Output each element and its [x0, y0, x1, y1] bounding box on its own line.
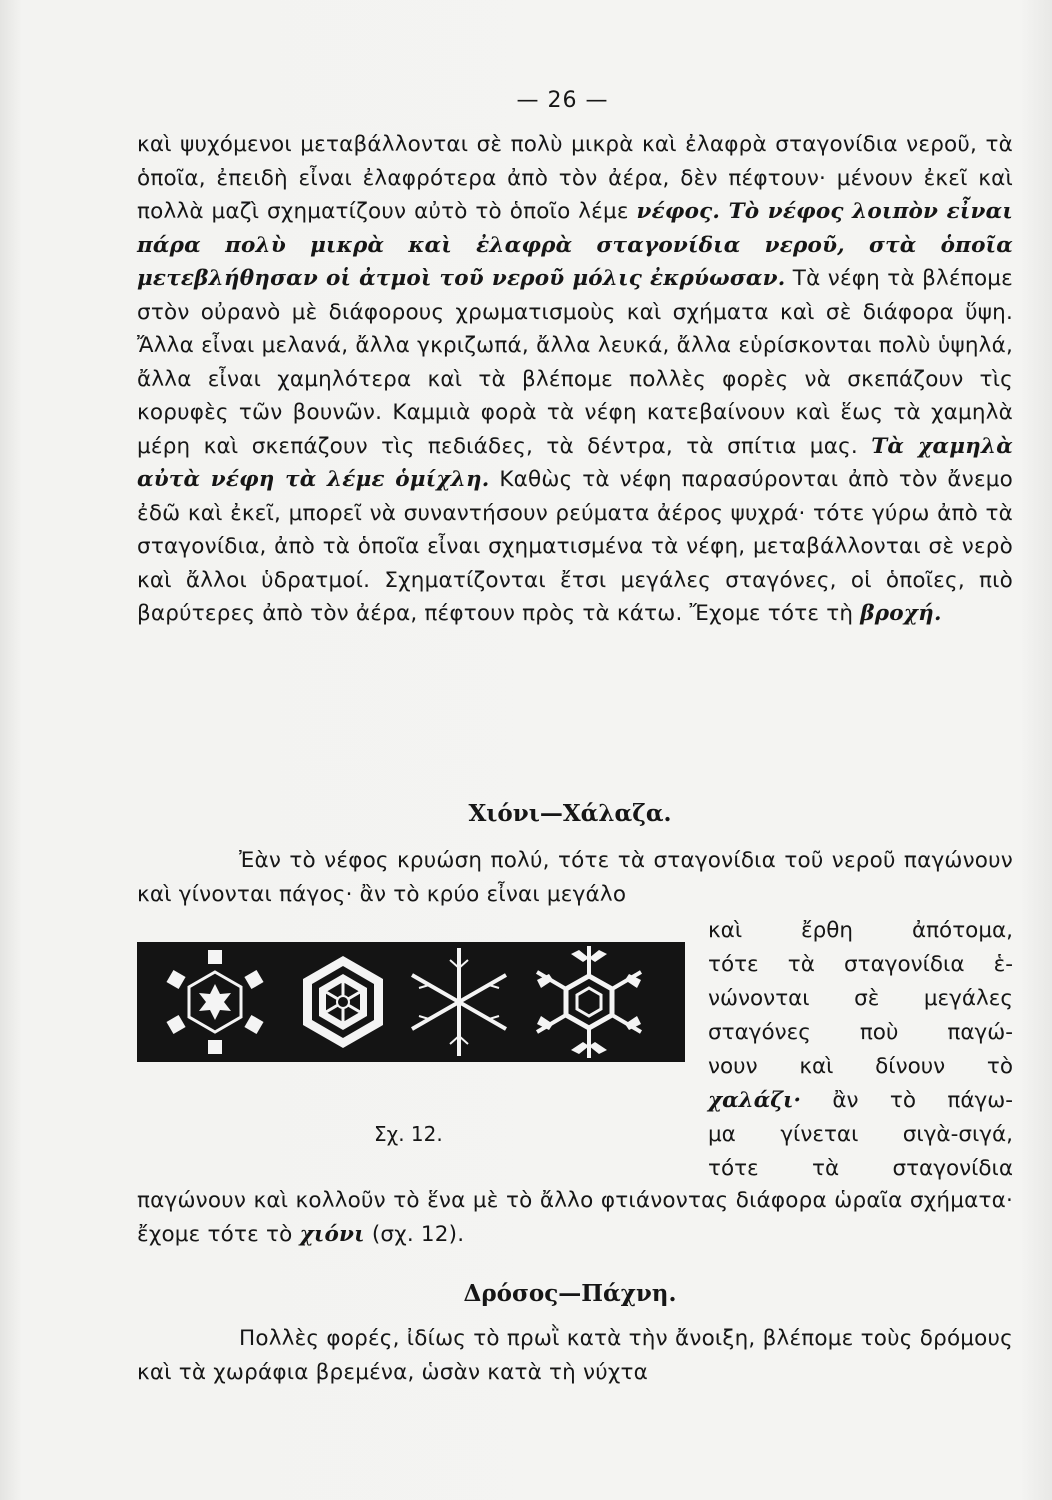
side-line-4: σταγόνες ποὺ παγώ-: [708, 1020, 1013, 1045]
figure-caption: Σχ. 12.: [374, 1122, 443, 1146]
heading-dew-frost: Δρόσος—Πάχνη.: [463, 1280, 677, 1307]
definition-fog: Τὰ χαμηλὰ αὐτὰ νέφη τὰ λέμε ὁμίχλη.: [137, 433, 1013, 492]
paragraph-hail-intro-text: Ἐὰν τὸ νέφος κρυώση πολύ, τότε τὰ σταγονίδια τοῦ νεροῦ παγώνουν καὶ γίνονται πάγος· ἂν τὸ κρύο εἶναι μεγάλο: [137, 848, 1013, 907]
side-line-2: τότε τὰ σταγονίδια ἑ-: [708, 952, 1013, 977]
side-line-6: [708, 1084, 1013, 1118]
paragraph-snow-tail-text: παγώνουν καὶ κολλοῦν τὸ ἕνα μὲ τὸ ἄλλο φτιάνοντας διάφορα ὡραῖα σχήματα· ἔχομε τότε τὸ: [137, 1188, 1013, 1247]
page-number: — 26 —: [516, 88, 609, 113]
heading-snow-hail: Χιόνι—Χάλαζα.: [468, 800, 672, 827]
side-line-7: μα γίνεται σιγὰ-σιγά,: [708, 1122, 1013, 1147]
term-rain: βροχή.: [860, 601, 942, 626]
side-line-8: τότε τὰ σταγονίδια: [708, 1156, 1013, 1181]
paragraph-clouds: [137, 128, 1013, 631]
paragraph-dew-text: Πολλὲς φορές, ἰδίως τὸ πρωῒ κατὰ τὴν ἄνοιξη, βλέπομε τοὺς δρόμους καὶ τὰ χωράφια βρεμένα, ὡσὰν κατὰ τὴ νύχτα: [137, 1326, 1013, 1385]
paragraph-clouds-part3: Καθὼς τὰ νέφη παρασύρονται ἀπὸ τὸν ἄνεμο ἐδῶ καὶ ἐκεῖ, μπορεῖ νὰ συναντήσουν ρεύματα ἀέρος ψυχρά· τότε γύρω ἀπὸ τὰ σταγονίδια, ἀπὸ τὰ ὁποῖα εἶναι σχηματισμένα τὰ νέφη, μεταβάλλονται σὲ νερὸ καὶ ἄλλοι ὑδρατμοί. Σχηματίζονται ἔτσι μεγάλες σταγόνες, οἱ ὁποῖες, πιὸ βαρύτερες ἀπὸ τὸν ἀέρα, πέφτουν πρὸς τὰ κάτω. Ἔχομε τότε τὴ: [137, 467, 1014, 626]
side-text-column: [708, 914, 1013, 1186]
paragraph-snow-tail: [137, 1184, 1013, 1251]
paragraph-snow-tail-end: (σχ. 12).: [364, 1221, 465, 1247]
side-line-5: νουν καὶ δίνουν τὸ: [708, 1054, 1013, 1079]
paragraph-hail-intro: [137, 844, 1013, 911]
snowflake-illustration: [137, 942, 685, 1062]
snowflake-figure: [137, 942, 685, 1062]
paragraph-dew: [137, 1322, 1013, 1389]
side-line-6-rest: ἂν τὸ πάγω-: [800, 1088, 1013, 1113]
side-line-1: καὶ ἔρθη ἀπότομα,: [708, 918, 1013, 943]
paragraph-clouds-part1: καὶ ψυχόμενοι μεταβάλλονται σὲ πολὺ μικρὰ καὶ ἐλαφρὰ σταγονίδια νεροῦ, τὰ ὁποῖα, ἐπειδὴ εἶναι ἐλαφρότερα ἀπὸ τὸν ἀέρα, δὲν πέφτουν· μένουν ἐκεῖ καὶ πολλὰ μαζὶ σχηματίζουν αὐτὸ τὸ ὁποῖο λέμε: [137, 132, 1013, 224]
definition-cloud: Τὸ νέφος λοιπὸν εἶναι πάρα πολὺ μικρὰ καὶ ἐλαφρὰ σταγονίδια νεροῦ, στὰ ὁποῖα μετεβλήθησαν οἱ ἀτμοὶ τοῦ νεροῦ μόλις ἐκρύωσαν.: [137, 199, 1013, 291]
term-cloud: νέφος.: [636, 199, 721, 224]
paragraph-clouds-part2: Τὰ νέφη τὰ βλέπομε στὸν οὐρανὸ μὲ διάφορους χρωματισμοὺς καὶ σχήματα καὶ σὲ διάφορα ὕψη. Ἄλλα εἶναι μελανά, ἄλλα γκριζωπά, ἄλλα λευκά, ἄλλα εὑρίσκονται πολὺ ὑψηλά, ἄλλα εἶναι χαμηλότερα καὶ τὰ βλέπομε πολλὲς φορὲς νὰ σκεπάζουν τὶς κορυφὲς τῶν βουνῶν. Καμμιὰ φορὰ τὰ νέφη κατεβαίνουν καὶ ἕως τὰ χαμηλὰ μέρη καὶ σκεπάζουν τὶς πεδιάδες, τὰ δέντρα, τὰ σπίτια μας.: [137, 266, 1013, 459]
term-snow: χιόνι: [299, 1221, 365, 1247]
term-hail: χαλάζι·: [708, 1088, 801, 1113]
side-line-3: νώνονται σὲ μεγάλες: [708, 986, 1013, 1011]
